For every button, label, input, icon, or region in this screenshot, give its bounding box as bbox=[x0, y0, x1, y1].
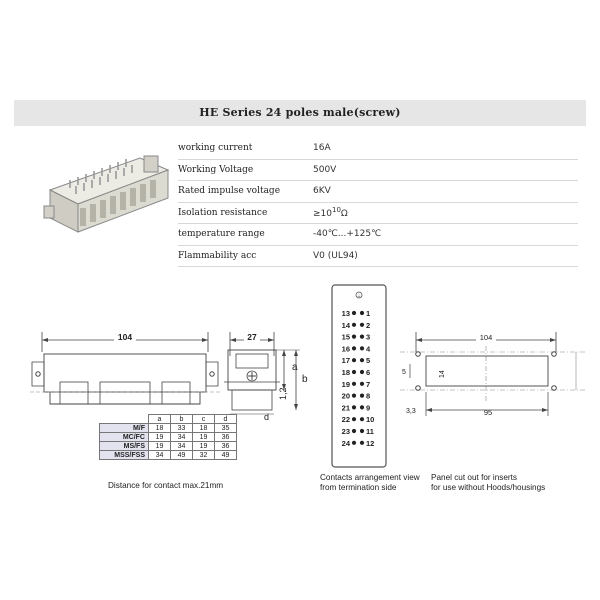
panel-caption-line2: for use without Hoods/housings bbox=[431, 483, 546, 492]
contact-pin bbox=[352, 323, 356, 327]
contact-pin bbox=[352, 382, 356, 386]
contact-number-left: 19 bbox=[341, 379, 350, 389]
contact-pin bbox=[360, 358, 364, 362]
contact-pin bbox=[360, 323, 364, 327]
spec-row bbox=[178, 160, 578, 182]
contact-pin bbox=[352, 441, 356, 445]
page-title: HE Series 24 poles male(screw) bbox=[199, 106, 401, 119]
table-cell: 33 bbox=[171, 424, 193, 433]
contact-number-right: 8 bbox=[366, 391, 371, 401]
table-cell: 18 bbox=[193, 424, 215, 433]
contact-pin bbox=[352, 394, 356, 398]
contact-number-right: 11 bbox=[366, 427, 374, 436]
contact-number-left: 14 bbox=[341, 320, 350, 330]
contact-pin bbox=[352, 429, 356, 433]
ground-symbol: ⏚ bbox=[356, 293, 362, 300]
cutout-height-label: 14 bbox=[439, 370, 446, 378]
spec-name: Working Voltage bbox=[178, 164, 254, 175]
contact-number-left: 20 bbox=[341, 391, 350, 401]
table-header: b bbox=[171, 415, 193, 424]
cutout-inner-label: 95 bbox=[483, 408, 493, 417]
spec-value-exponent: 10 bbox=[332, 206, 341, 215]
contact-pin bbox=[352, 335, 356, 339]
contact-pin bbox=[360, 405, 364, 409]
spec-name: temperature range bbox=[178, 229, 265, 240]
table-cell: 19 bbox=[193, 433, 215, 442]
contact-pin bbox=[352, 311, 356, 315]
contact-pin bbox=[360, 417, 364, 421]
spec-name: working current bbox=[178, 143, 253, 154]
spec-table bbox=[178, 138, 578, 267]
table-row bbox=[100, 424, 237, 433]
contact-pin bbox=[360, 370, 364, 374]
table-row-label: MS/FS bbox=[100, 442, 149, 451]
contact-number-right: 12 bbox=[366, 438, 375, 448]
table-cell: 19 bbox=[149, 442, 171, 451]
table-header: a bbox=[149, 415, 171, 424]
dim-d-label: d bbox=[264, 412, 270, 422]
spec-row bbox=[178, 203, 578, 225]
spec-row bbox=[178, 224, 578, 246]
distance-caption: Distance for contact max.21mm bbox=[108, 481, 224, 490]
contact-number-right: 6 bbox=[366, 368, 371, 377]
side-view-drawing bbox=[30, 326, 220, 416]
panel-caption bbox=[431, 473, 545, 493]
table-cell: 36 bbox=[215, 442, 237, 451]
contact-pin bbox=[360, 441, 364, 445]
end-width-label: 27 bbox=[247, 332, 257, 342]
table-header: c bbox=[193, 415, 215, 424]
contact-pin bbox=[360, 382, 364, 386]
spec-value: V0 (UL94) bbox=[313, 250, 358, 261]
table-row-label: M/F bbox=[100, 424, 149, 433]
contact-number-left: 15 bbox=[341, 332, 350, 342]
contact-pin bbox=[360, 429, 364, 433]
table-cell: 18 bbox=[149, 424, 171, 433]
panel-caption-line1: Panel cut out for inserts bbox=[431, 473, 518, 482]
table-cell: 32 bbox=[193, 451, 215, 460]
spec-value-base: ≥10 bbox=[313, 209, 332, 220]
table-cell: 34 bbox=[171, 442, 193, 451]
table-cell: 34 bbox=[171, 433, 193, 442]
contact-pin bbox=[352, 346, 356, 350]
contact-number-left: 22 bbox=[341, 415, 350, 425]
contact-number-left: 18 bbox=[341, 368, 350, 377]
contact-number-left: 24 bbox=[341, 438, 350, 448]
table-header: d bbox=[215, 415, 237, 424]
cutout-width-label: 104 bbox=[479, 333, 493, 342]
contact-number-right: 10 bbox=[366, 415, 375, 425]
end-view-drawing bbox=[222, 326, 312, 422]
contact-number-right: 1 bbox=[366, 309, 371, 318]
table-cell: 36 bbox=[215, 433, 237, 442]
contact-pin bbox=[360, 335, 364, 339]
contact-number-left: 13 bbox=[341, 309, 350, 318]
cutout-edge-label: 3,3 bbox=[406, 408, 416, 415]
table-header-row bbox=[100, 415, 237, 424]
table-row bbox=[100, 442, 237, 451]
contacts-caption-line1: Contacts arrangement view bbox=[320, 473, 420, 482]
table-cell: 35 bbox=[215, 424, 237, 433]
table-row-label: MC/FC bbox=[100, 433, 149, 442]
contact-arrangement-drawing bbox=[328, 283, 390, 469]
contact-number-left: 23 bbox=[341, 427, 350, 436]
spec-name: Flammability acc bbox=[178, 250, 257, 261]
contact-pin bbox=[352, 370, 356, 374]
table-row-label: MSS/FSS bbox=[100, 451, 149, 460]
contact-pin bbox=[352, 405, 356, 409]
cutout-offset-label: 5 bbox=[402, 369, 406, 376]
dimension-table bbox=[99, 414, 237, 460]
contact-pin bbox=[360, 394, 364, 398]
spec-row bbox=[178, 246, 578, 268]
contact-pin bbox=[360, 311, 364, 315]
table-corner bbox=[100, 415, 149, 424]
contact-number-right: 7 bbox=[366, 379, 371, 389]
contact-pin bbox=[352, 358, 356, 362]
spec-value: 500V bbox=[313, 164, 337, 175]
contact-number-right: 9 bbox=[366, 403, 371, 413]
contact-number-right: 3 bbox=[366, 332, 371, 342]
side-width-label: 104 bbox=[117, 332, 133, 342]
spec-value: 16A bbox=[313, 143, 331, 154]
table-cell: 19 bbox=[193, 442, 215, 451]
contact-pin bbox=[352, 417, 356, 421]
dim-h-label: 1,2 bbox=[278, 387, 288, 400]
spec-value bbox=[313, 206, 348, 219]
contact-number-left: 16 bbox=[341, 344, 350, 354]
contacts-caption-line2: from termination side bbox=[320, 483, 397, 492]
contacts-caption bbox=[320, 473, 420, 493]
spec-value: -40℃...+125℃ bbox=[313, 229, 382, 240]
spec-name: Rated impulse voltage bbox=[178, 186, 281, 197]
table-cell: 34 bbox=[149, 451, 171, 460]
spec-value: 6KV bbox=[313, 186, 331, 197]
dim-b-label: b bbox=[302, 374, 308, 385]
spec-value-unit: Ω bbox=[340, 209, 348, 220]
contact-number-left: 17 bbox=[341, 356, 350, 366]
table-row bbox=[100, 433, 237, 442]
contact-number-right: 4 bbox=[366, 344, 371, 354]
contact-pin bbox=[360, 346, 364, 350]
table-cell: 49 bbox=[171, 451, 193, 460]
table-cell: 19 bbox=[149, 433, 171, 442]
dim-a-label: a bbox=[292, 362, 298, 373]
table-row bbox=[100, 451, 237, 460]
panel-cutout-drawing bbox=[400, 326, 586, 434]
contact-number-right: 5 bbox=[366, 356, 371, 366]
table-cell: 49 bbox=[215, 451, 237, 460]
product-photo bbox=[40, 140, 175, 260]
spec-row bbox=[178, 138, 578, 160]
spec-name: Isolation resistance bbox=[178, 207, 268, 218]
contact-number-left: 21 bbox=[341, 403, 350, 413]
spec-row bbox=[178, 181, 578, 203]
contact-number-right: 2 bbox=[366, 320, 371, 330]
